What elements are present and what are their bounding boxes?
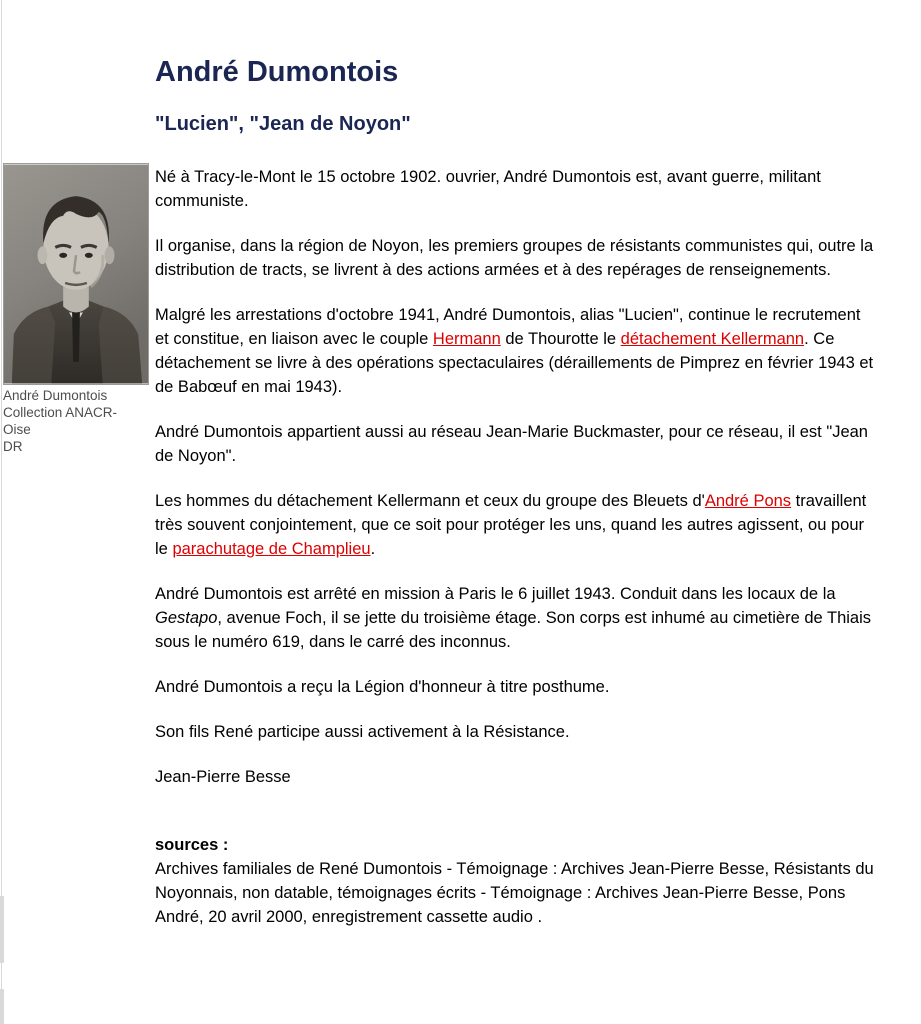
- paragraph: [155, 765, 877, 789]
- text-run: Les hommes du détachement Kellermann et ceux du groupe des Bleuets d': [155, 492, 705, 510]
- photo-caption: [3, 387, 149, 455]
- paragraph: [155, 165, 877, 213]
- photo-block: [3, 163, 149, 455]
- article-paragraphs: [155, 165, 877, 789]
- text-run: Malgré les arrestations d'octobre 1941, André Dumontois, alias "Lucien", continue le recrutement et constitue, en liaison avec le couple: [155, 306, 861, 348]
- paragraph: [155, 675, 877, 699]
- page-subtitle: "Lucien", "Jean de Noyon": [155, 113, 411, 135]
- text-run: .: [370, 540, 376, 558]
- text-link[interactable]: parachutage de Champlieu: [172, 540, 371, 558]
- photo-caption-line: DR: [3, 439, 23, 454]
- page-left-edge-strip: [0, 896, 4, 963]
- text-link[interactable]: André Pons: [704, 492, 792, 510]
- sources-heading: sources :: [155, 836, 229, 854]
- page-title: André Dumontois: [155, 56, 399, 88]
- text-run: Il organise, dans la région de Noyon, les premiers groupes de résistants communistes qui, outre la distribution de tracts, se livrent à des actions armées et à des repérages de renseignements.: [155, 237, 874, 279]
- text-run: Jean-Pierre Besse: [155, 768, 291, 786]
- text-run: Son fils René participe aussi activement à la Résistance.: [155, 723, 570, 741]
- text-run: , avenue Foch, il se jette du troisième étage. Son corps est inhumé au cimetière de Thiais sous le numéro 619, dans le carré des inconnus.: [155, 609, 872, 651]
- page-left-edge-line: [1, 0, 2, 1024]
- text-link[interactable]: détachement Kellermann: [620, 330, 805, 348]
- photo-caption-line: Collection ANACR-: [3, 405, 118, 420]
- paragraph: [155, 489, 877, 561]
- text-run: . Ce détachement se livre à des opérations spectaculaires (déraillements de Pimprez en février 1943 et de Babœuf en mai 1943).: [155, 330, 874, 396]
- page-left-edge-strip: [0, 989, 4, 1024]
- paragraph: [155, 303, 877, 399]
- text-run: Né à Tracy-le-Mont le 15 octobre 1902. ouvrier, André Dumontois est, avant guerre, militant communiste.: [155, 168, 821, 210]
- text-run: André Dumontois appartient aussi au réseau Jean-Marie Buckmaster, pour ce réseau, il est "Jean de Noyon".: [155, 423, 868, 465]
- text-run: travaillent très souvent conjointement, que ce soit pour protéger les uns, quand les autres agissent, ou pour le: [155, 492, 867, 558]
- article: [155, 0, 877, 929]
- text-run: de Thourotte le: [500, 330, 621, 348]
- photo-caption-line: André Dumontois: [3, 388, 108, 403]
- text-link[interactable]: Hermann: [432, 330, 501, 348]
- paragraph: [155, 420, 877, 468]
- paragraph: [155, 234, 877, 282]
- text-run: Gestapo: [155, 609, 218, 627]
- portrait-photo: [3, 163, 149, 385]
- paragraph: [155, 582, 877, 654]
- sources-section: [155, 833, 877, 929]
- photo-caption-line: Oise: [3, 422, 31, 437]
- paragraph: [155, 720, 877, 744]
- sources-text: Archives familiales de René Dumontois - Témoignage : Archives Jean-Pierre Besse, Résistants du Noyonnais, non datable, témoignages écrits - Témoignage : Archives Jean-Pierre Besse, Pons André, 20 avril 2000, enregistrement cassette audio .: [155, 860, 874, 926]
- text-run: André Dumontois a reçu la Légion d'honneur à titre posthume.: [155, 678, 610, 696]
- text-run: André Dumontois est arrêté en mission à Paris le 6 juillet 1943. Conduit dans les locaux de la: [155, 585, 836, 603]
